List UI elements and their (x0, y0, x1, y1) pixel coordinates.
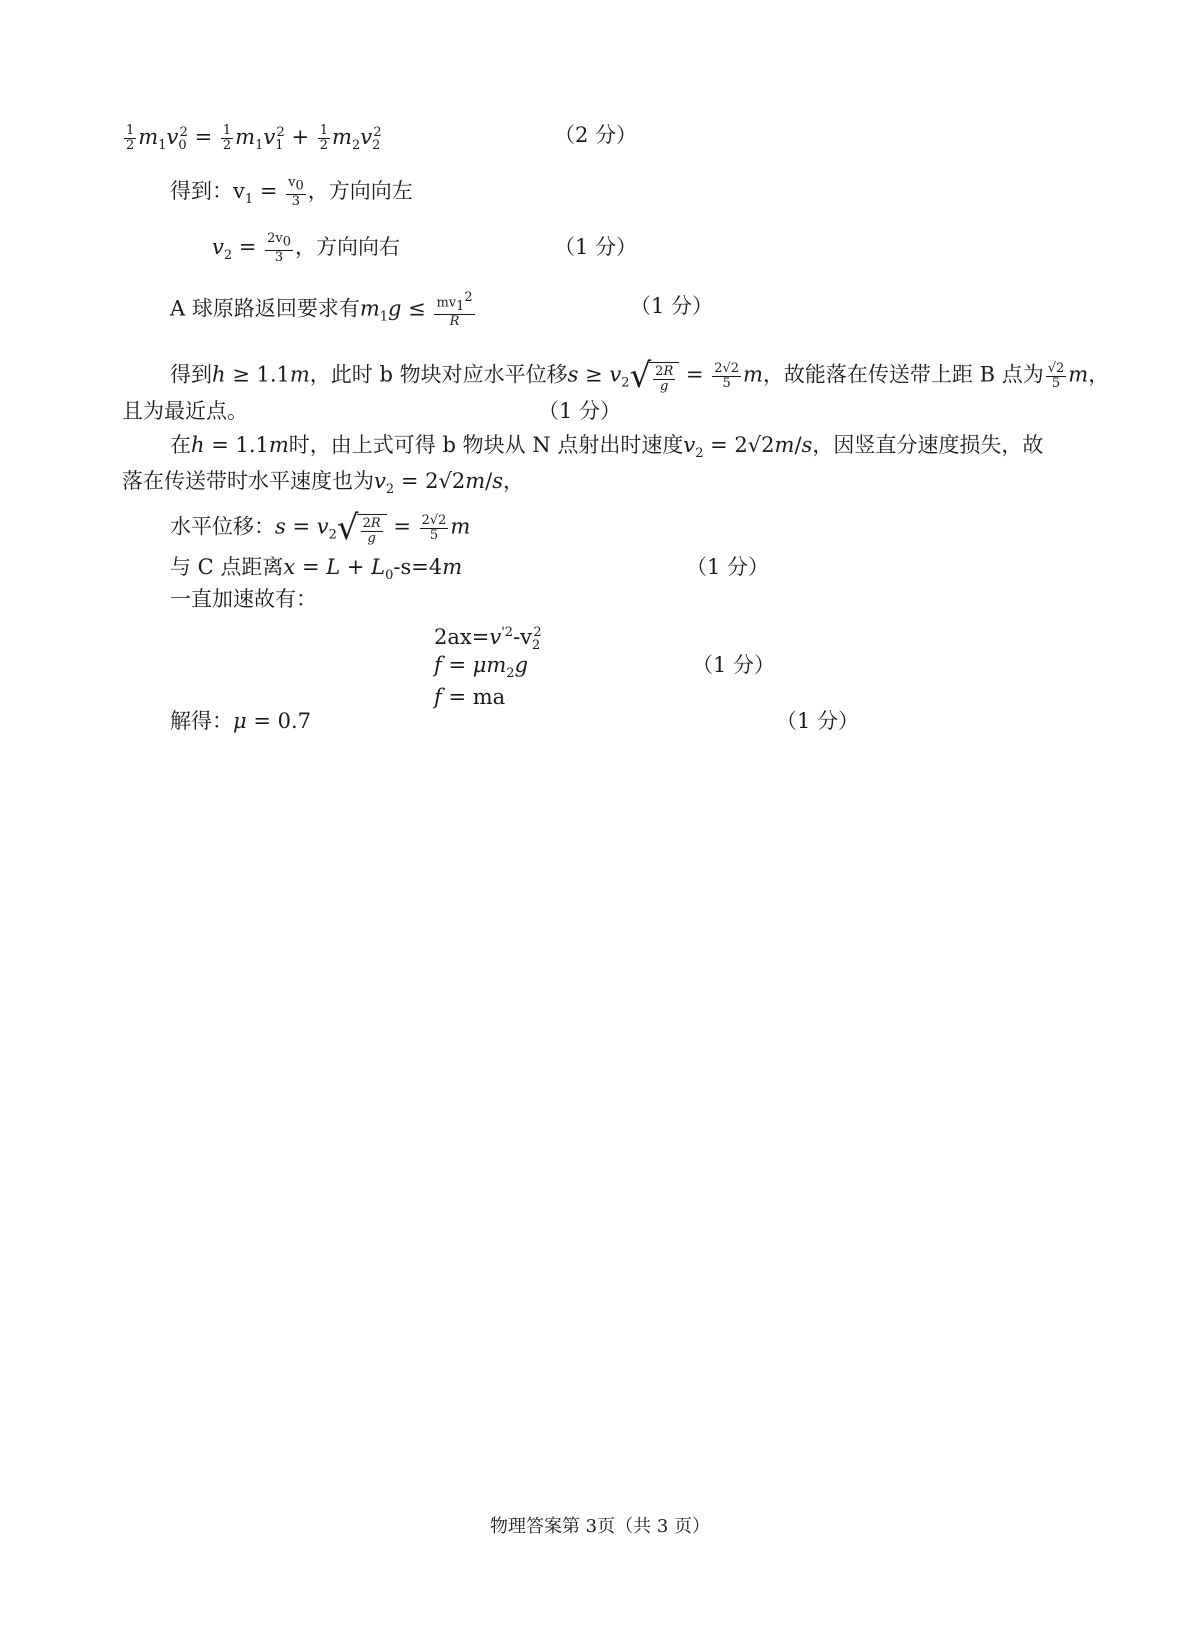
l5-prefix: 得到 (170, 362, 212, 387)
horizontal-displacement: 水平位移：$s = v_2$ √ $\frac{2R}{g}$ = $\frac{2√2}{5}$ m (170, 508, 471, 548)
nearest-point (122, 396, 248, 426)
l5-mid2: ，故能落在传送带上距 B 点为 (762, 362, 1044, 387)
l7-prefix: 在 (170, 433, 191, 457)
equation-energy: $\frac{1}{2}$ $m_1v_0^2$ = $\frac{1}{2}$ $m_1v_1^2$ + $\frac{1}{2}$ $m_2v_2^2$ (126, 123, 382, 154)
score-15: （1 分） (776, 709, 860, 733)
score-1: （2 分） (554, 123, 638, 147)
l10-prefix: 与 C 点距离 (170, 555, 284, 579)
height-condition: 得到h ≥ 1.1m，此时 b 物块对应水平位移$s \ge v_2$ √ $\frac{2R}{g}$ = $\frac{2√2}{5}$ m，故能落在传送带上距 B 点为 $\frac{√2}{5}$ m， (170, 356, 1110, 396)
direction-left: ，方向向左 (307, 179, 413, 203)
score-13: （1 分） (692, 653, 776, 677)
l7-suffix: ，因竖直分速度损失，故 (812, 433, 1044, 457)
return-condition: A 球原路返回要求有$m_1g$ ≤ $\frac{mv_1^2}{R}$ (170, 290, 473, 329)
score-6: （1 分） (538, 399, 622, 423)
score-4: （1 分） (630, 294, 714, 318)
page-footer: 物理答案第 3页（共 3 页） (489, 1516, 711, 1537)
horizontal-velocity: 落在传送带时水平速度也为$v_2 = 2√2m/s$， (122, 469, 524, 498)
l8-prefix: 落在传送带时水平速度也为 (122, 469, 374, 493)
acceleration-note-text: 一直加速故有： (170, 587, 317, 611)
score-3: （1 分） (554, 235, 638, 259)
return-condition-text: A 球原路返回要求有 (170, 296, 360, 321)
result-v1: 得到：$v_1$ = $\frac{v_0}{3}$ ，方向向左 (170, 175, 413, 209)
l8-suffix: ， (503, 469, 524, 493)
equation-kinematics: $2ax=v^{'2}-v_2^2$ (434, 625, 542, 654)
equation-newton: f = ma (434, 685, 506, 709)
l5-end: ， (1088, 362, 1110, 387)
acceleration-note (170, 584, 317, 614)
l9-prefix: 水平位移： (170, 514, 275, 539)
final-answer: 解得：μ = 0.7 (170, 709, 311, 733)
result-prefix: 得到： (170, 179, 233, 203)
l7-mid: 时，由上式可得 b 物块从 N 点射出时速度 (288, 433, 684, 457)
equation-friction: $f = \mu m_2g$ (434, 653, 529, 682)
exit-velocity: 在h = 1.1m时，由上式可得 b 物块从 N 点射出时速度$v_2 = 2√2m/s$，因竖直分速度损失，故 (170, 433, 1044, 462)
direction-right: ，方向向右 (295, 235, 401, 259)
distance-from-c: 与 C 点距离$x = L + L_0-s=4m$ (170, 555, 463, 584)
result-v2: $v_2$ = $\frac{2v_0}{3}$ ，方向向右 (212, 231, 401, 265)
score-10: （1 分） (686, 555, 770, 579)
l15-prefix: 解得： (170, 709, 233, 733)
nearest-point-text: 且为最近点。 (122, 399, 248, 423)
l5-mid1: ，此时 b 物块对应水平位移 (309, 362, 568, 387)
